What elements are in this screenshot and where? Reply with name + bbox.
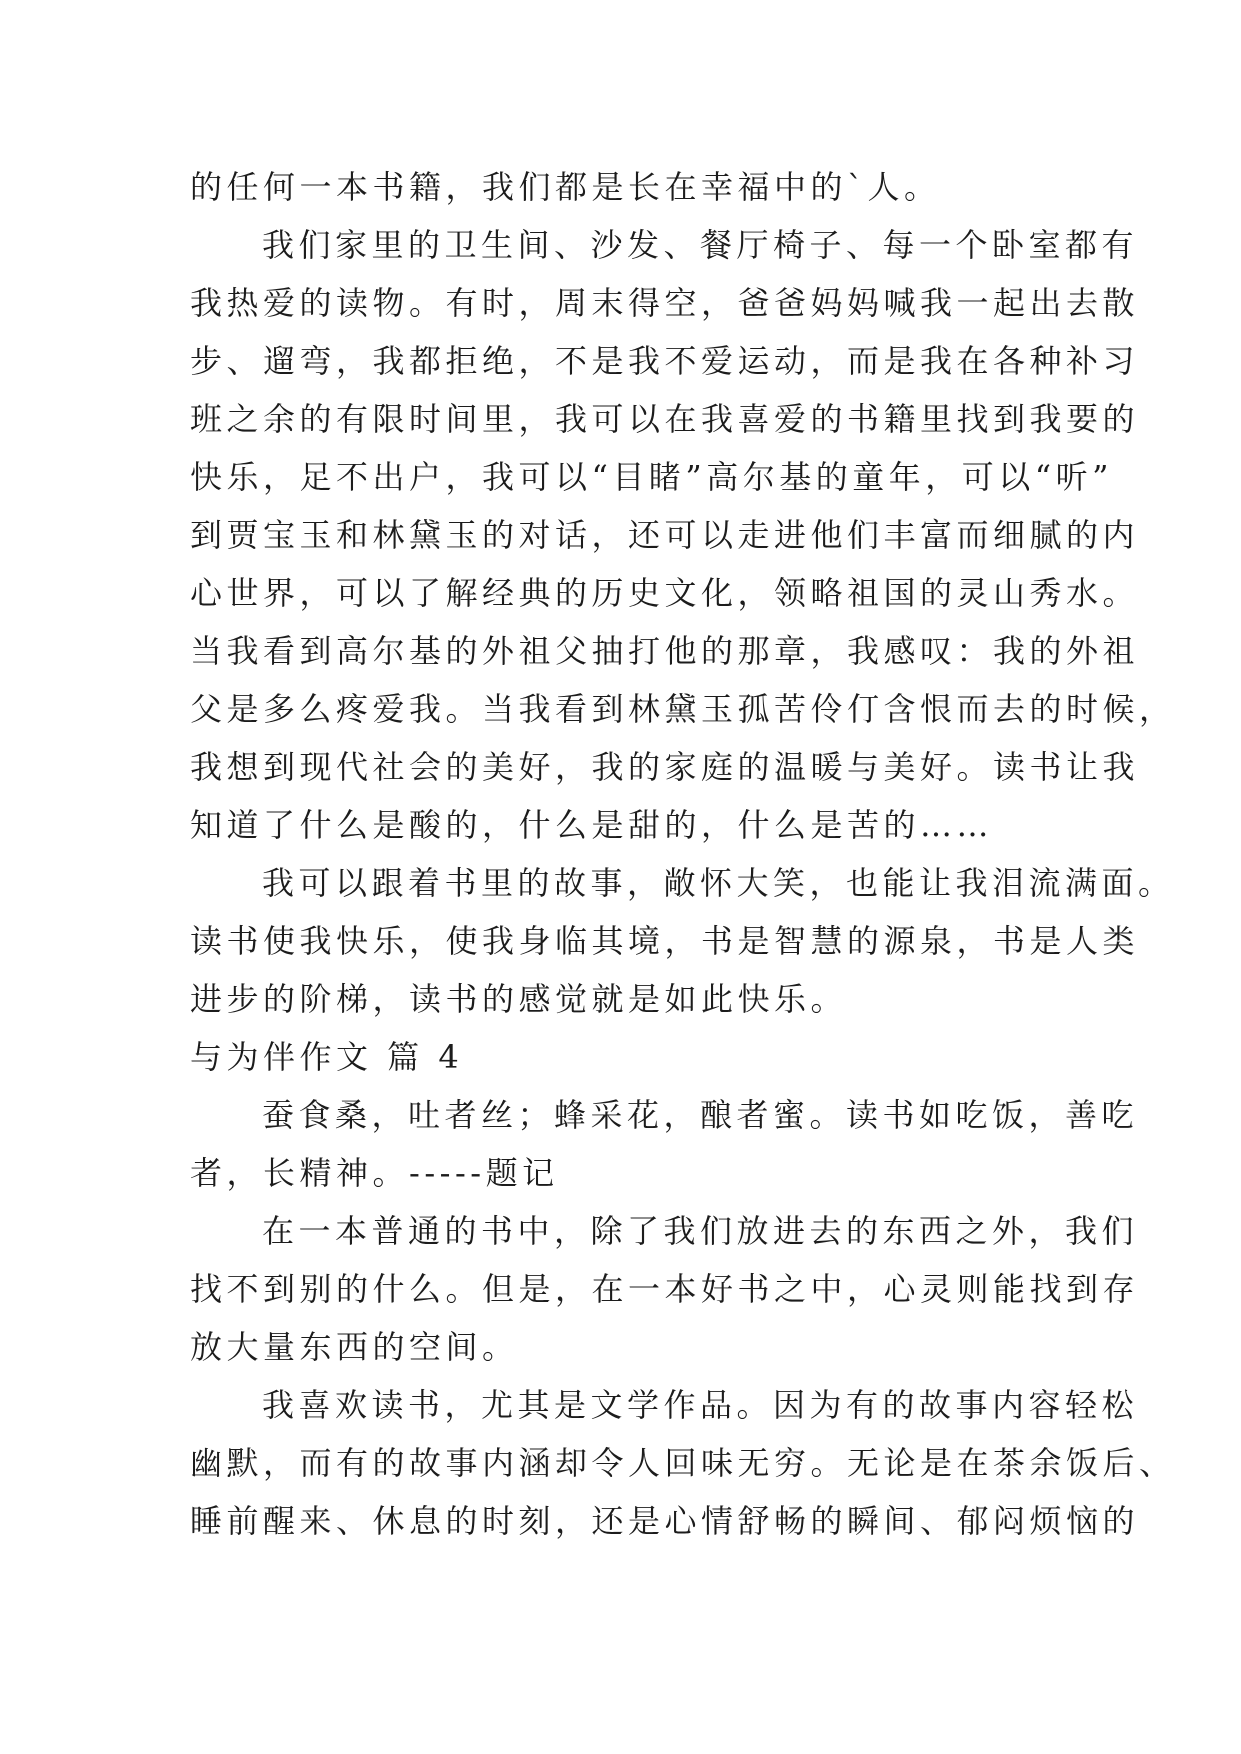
- text-line: 找不到别的什么。但是，在一本好书之中，心灵则能找到存: [190, 1270, 1140, 1308]
- text-line: 父是多么疼爱我。当我看到林黛玉孤苦伶仃含恨而去的时候，: [190, 690, 1176, 728]
- text-line: 睡前醒来、休息的时刻，还是心情舒畅的瞬间、郁闷烦恼的: [190, 1502, 1140, 1540]
- text-line: 步、遛弯，我都拒绝，不是我不爱运动，而是我在各种补习: [190, 342, 1140, 380]
- essay-text: [190, 158, 1176, 1550]
- text-line: 放大量东西的空间。: [190, 1328, 519, 1366]
- text-line: 我们家里的卫生间、沙发、餐厅椅子、每一个卧室都有: [262, 226, 1139, 264]
- text-line: 我喜欢读书，尤其是文学作品。因为有的故事内容轻松: [262, 1386, 1139, 1424]
- text-line: 当我看到高尔基的外祖父抽打他的那章，我感叹：我的外祖: [190, 632, 1140, 670]
- text-line: 者，长精神。-----题记: [190, 1154, 559, 1192]
- section-heading: 与为伴作文 篇 4: [190, 1038, 464, 1076]
- text-line: 进步的阶梯，读书的感觉就是如此快乐。: [190, 980, 848, 1018]
- text-line: 我可以跟着书里的故事，敞怀大笑，也能让我泪流满面。: [262, 864, 1175, 902]
- text-line: 心世界，可以了解经典的历史文化，领略祖国的灵山秀水。: [190, 574, 1140, 612]
- text-line: 蚕食桑，吐者丝；蜂采花，酿者蜜。读书如吃饭，善吃: [262, 1096, 1139, 1134]
- text-line: 读书使我快乐，使我身临其境，书是智慧的源泉，书是人类: [190, 922, 1140, 960]
- text-line: 我热爱的读物。有时，周末得空，爸爸妈妈喊我一起出去散: [190, 284, 1140, 322]
- text-line: 我想到现代社会的美好，我的家庭的温暖与美好。读书让我: [190, 748, 1140, 786]
- text-line: 到贾宝玉和林黛玉的对话，还可以走进他们丰富而细腻的内: [190, 516, 1140, 554]
- text-line: 知道了什么是酸的，什么是甜的，什么是苦的……: [190, 806, 994, 844]
- text-line: 幽默，而有的故事内涵却令人回味无穷。无论是在茶余饭后、: [190, 1444, 1176, 1482]
- text-line: 的任何一本书籍，我们都是长在幸福中的`人。: [190, 168, 941, 206]
- text-line: 在一本普通的书中，除了我们放进去的东西之外，我们: [262, 1212, 1139, 1250]
- text-line: 班之余的有限时间里，我可以在我喜爱的书籍里找到我要的: [190, 400, 1140, 438]
- text-line: 快乐，足不出户，我可以“目睹”高尔基的童年，可以“听”: [190, 458, 1113, 496]
